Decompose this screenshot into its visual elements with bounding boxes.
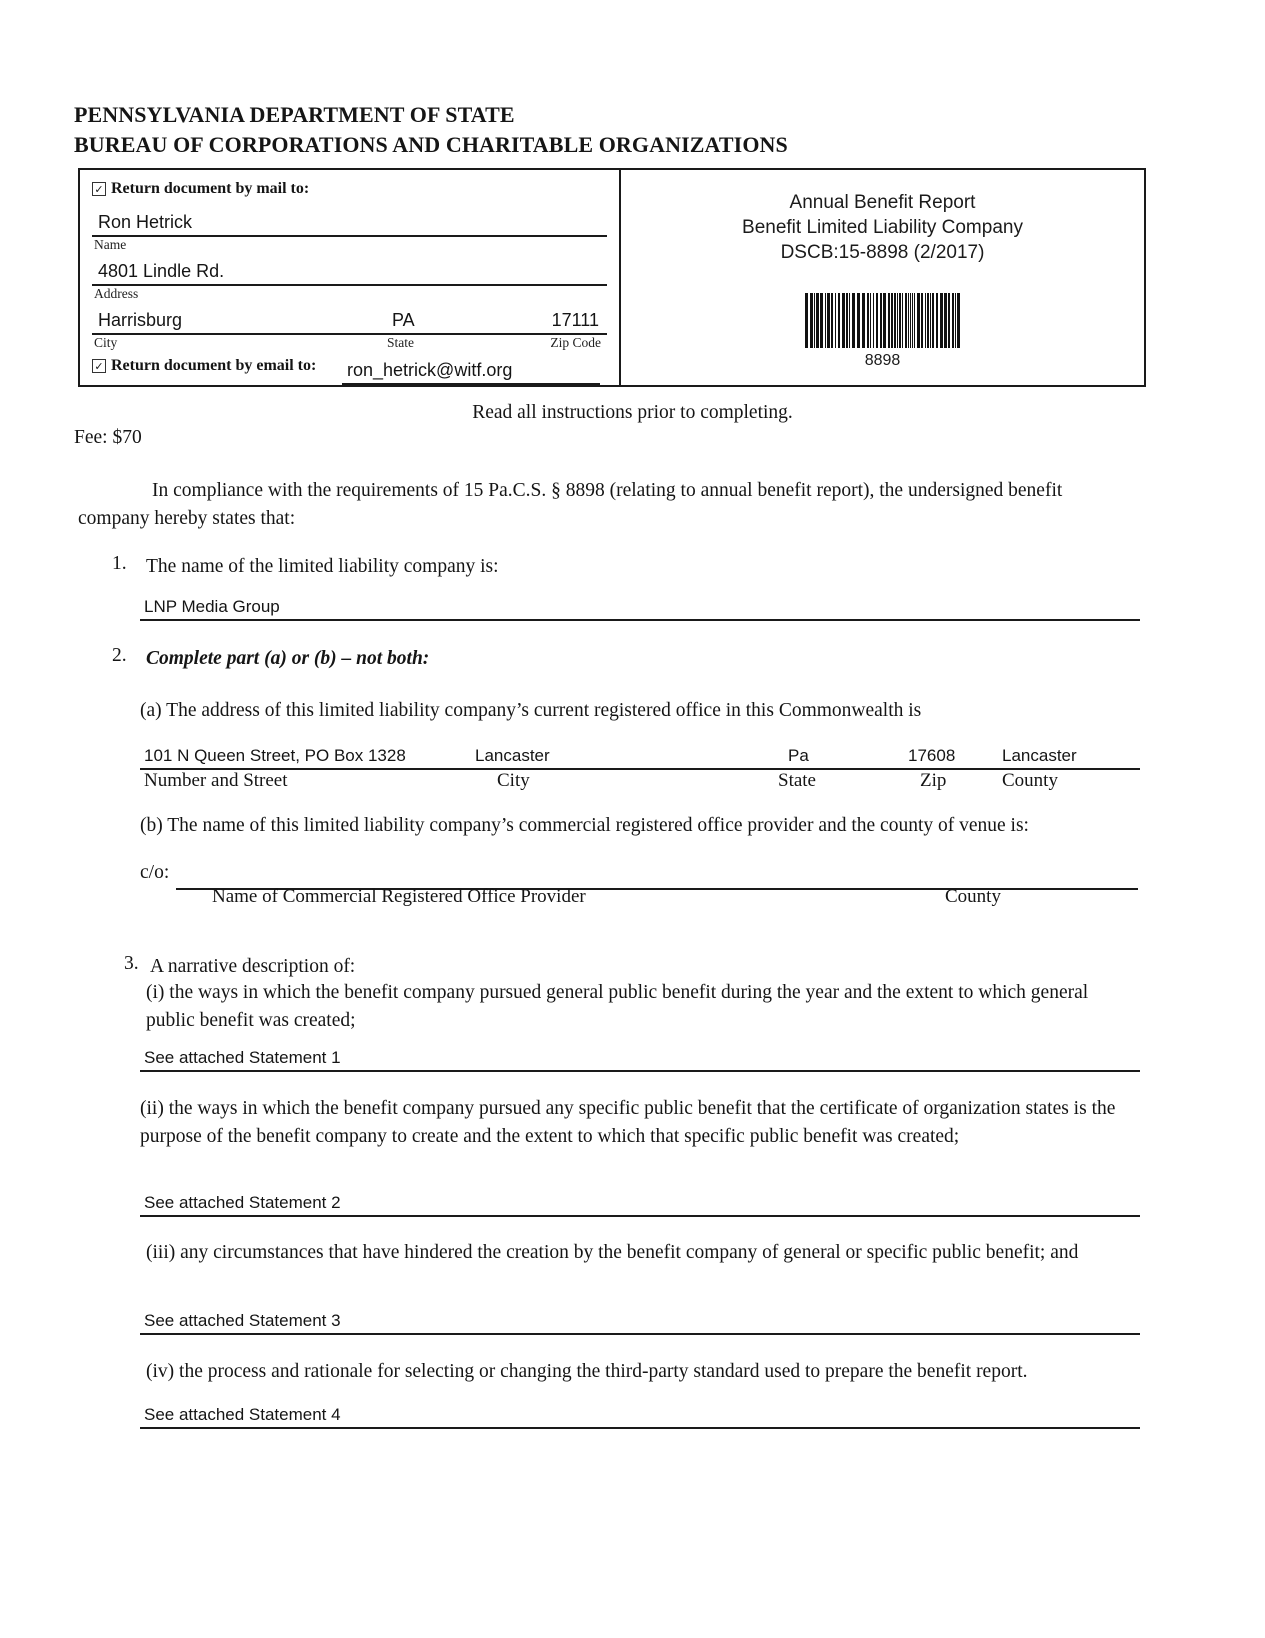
item-2-text: Complete part (a) or (b) – not both: <box>146 648 430 669</box>
registered-office-address-field[interactable] <box>140 740 1140 770</box>
address-field[interactable] <box>92 255 607 286</box>
co-captions <box>140 886 1140 910</box>
barcode-area <box>621 280 1144 370</box>
item-3-sub-i-text: (i) the ways in which the benefit company pursued general public benefit during the year and the extent to which general public benefit was created; <box>146 982 1089 1031</box>
name-field[interactable] <box>92 206 607 237</box>
statement-4-value: See attached Statement 4 <box>144 1405 341 1424</box>
caption-city: City <box>497 770 530 791</box>
item-2b-text: (b) The name of this limited liability company’s commercial registered office provider and the county of venue is: <box>140 815 1029 836</box>
registered-street-value: 101 N Queen Street, PO Box 1328 <box>144 746 406 765</box>
item-1-number: 1. <box>112 553 127 574</box>
caption-state: State <box>778 770 816 791</box>
item-3-sub-iii-text: (iii) any circumstances that have hindered the creation by the benefit company of general or specific public benefit; and <box>146 1242 1079 1263</box>
co-label: c/o: <box>140 862 170 883</box>
address-caption-row <box>92 286 607 304</box>
company-name-field[interactable] <box>140 592 1140 621</box>
department-header <box>74 100 1134 160</box>
city-value: Harrisburg <box>98 310 183 330</box>
item-2a-text: (a) The address of this limited liability company’s current registered office in this Commonwealth is <box>140 700 922 721</box>
item-3-sub-iv-text: (iv) the process and rationale for selecting or changing the third-party standard used to prepare the benefit report. <box>146 1361 1028 1382</box>
zip-value: 17111 <box>551 310 599 330</box>
barcode-number: 8898 <box>864 352 901 369</box>
header-box <box>78 168 1146 387</box>
statement-3-field[interactable] <box>140 1306 1140 1335</box>
caption-number-and-street: Number and Street <box>144 770 288 791</box>
return-by-email-label: Return document by email to: <box>111 357 317 374</box>
return-by-mail-label: Return document by mail to: <box>111 180 310 197</box>
name-caption: Name <box>94 237 127 252</box>
state-value: PA <box>392 310 415 330</box>
barcode-icon <box>805 293 960 348</box>
city-state-zip-caption-row <box>92 335 607 353</box>
form-title <box>621 190 1144 265</box>
caption-zip: Zip <box>920 770 947 791</box>
statement-4-field[interactable] <box>140 1400 1140 1429</box>
statement-1-field[interactable] <box>140 1043 1140 1072</box>
read-instructions-note: Read all instructions prior to completing. <box>472 402 793 423</box>
form-title-line-2: Benefit Limited Liability Company <box>742 217 1023 238</box>
registered-office-captions <box>140 770 1140 794</box>
return-address-fields <box>92 206 607 353</box>
return-by-email-row[interactable] <box>92 357 316 375</box>
caption-co-county: County <box>945 886 1001 907</box>
return-address-box <box>80 170 621 385</box>
form-title-line-1: Annual Benefit Report <box>789 192 976 213</box>
registered-zip-value: 17608 <box>908 746 956 765</box>
caption-commercial-registered-office-provider: Name of Commercial Registered Office Provider <box>212 886 586 907</box>
form-title-line-3: DSCB:15-8898 (2/2017) <box>780 242 985 263</box>
form-identity-box <box>621 170 1144 385</box>
name-caption-row <box>92 237 607 255</box>
fee-label: Fee: $70 <box>74 427 142 448</box>
registered-county-value: Lancaster <box>1002 746 1077 765</box>
statement-2-value: See attached Statement 2 <box>144 1193 341 1212</box>
city-caption: City <box>94 335 118 350</box>
item-3-text: A narrative description of: <box>150 956 356 977</box>
statement-3-value: See attached Statement 3 <box>144 1311 341 1330</box>
caption-county: County <box>1002 770 1058 791</box>
item-1-text: The name of the limited liability company is: <box>146 556 499 577</box>
statement-1-value: See attached Statement 1 <box>144 1048 341 1067</box>
department-title-line-1: PENNSYLVANIA DEPARTMENT OF STATE <box>74 102 515 127</box>
item-3-sub-ii-text: (ii) the ways in which the benefit company pursued any specific public benefit that the certificate of organization states is the purpose of the benefit company to create and the extent to which that specific public benefit was created; <box>140 1098 1116 1147</box>
company-name-value: LNP Media Group <box>144 597 280 616</box>
address-caption: Address <box>94 286 139 301</box>
item-3-number: 3. <box>124 953 139 974</box>
registered-city-value: Lancaster <box>475 746 550 765</box>
department-title-line-2: BUREAU OF CORPORATIONS AND CHARITABLE ORGANIZATIONS <box>74 132 788 157</box>
email-field[interactable] <box>342 357 600 385</box>
zip-caption: Zip Code <box>550 335 601 350</box>
item-2-number: 2. <box>112 645 127 666</box>
email-value: ron_hetrick@witf.org <box>347 360 513 380</box>
name-value: Ron Hetrick <box>98 212 193 232</box>
checkbox-checked-icon[interactable]: ✓ <box>92 359 106 373</box>
registered-state-value: Pa <box>788 746 809 765</box>
address-value: 4801 Lindle Rd. <box>98 261 225 281</box>
state-caption: State <box>387 335 414 350</box>
checkbox-checked-icon[interactable]: ✓ <box>92 182 106 196</box>
compliance-paragraph: In compliance with the requirements of 15 Pa.C.S. § 8898 (relating to annual benefit report), the undersigned benefit company hereby states that: <box>78 480 1063 529</box>
city-state-zip-field[interactable] <box>92 304 607 335</box>
return-by-mail-row[interactable] <box>92 180 309 198</box>
statement-2-field[interactable] <box>140 1188 1140 1217</box>
